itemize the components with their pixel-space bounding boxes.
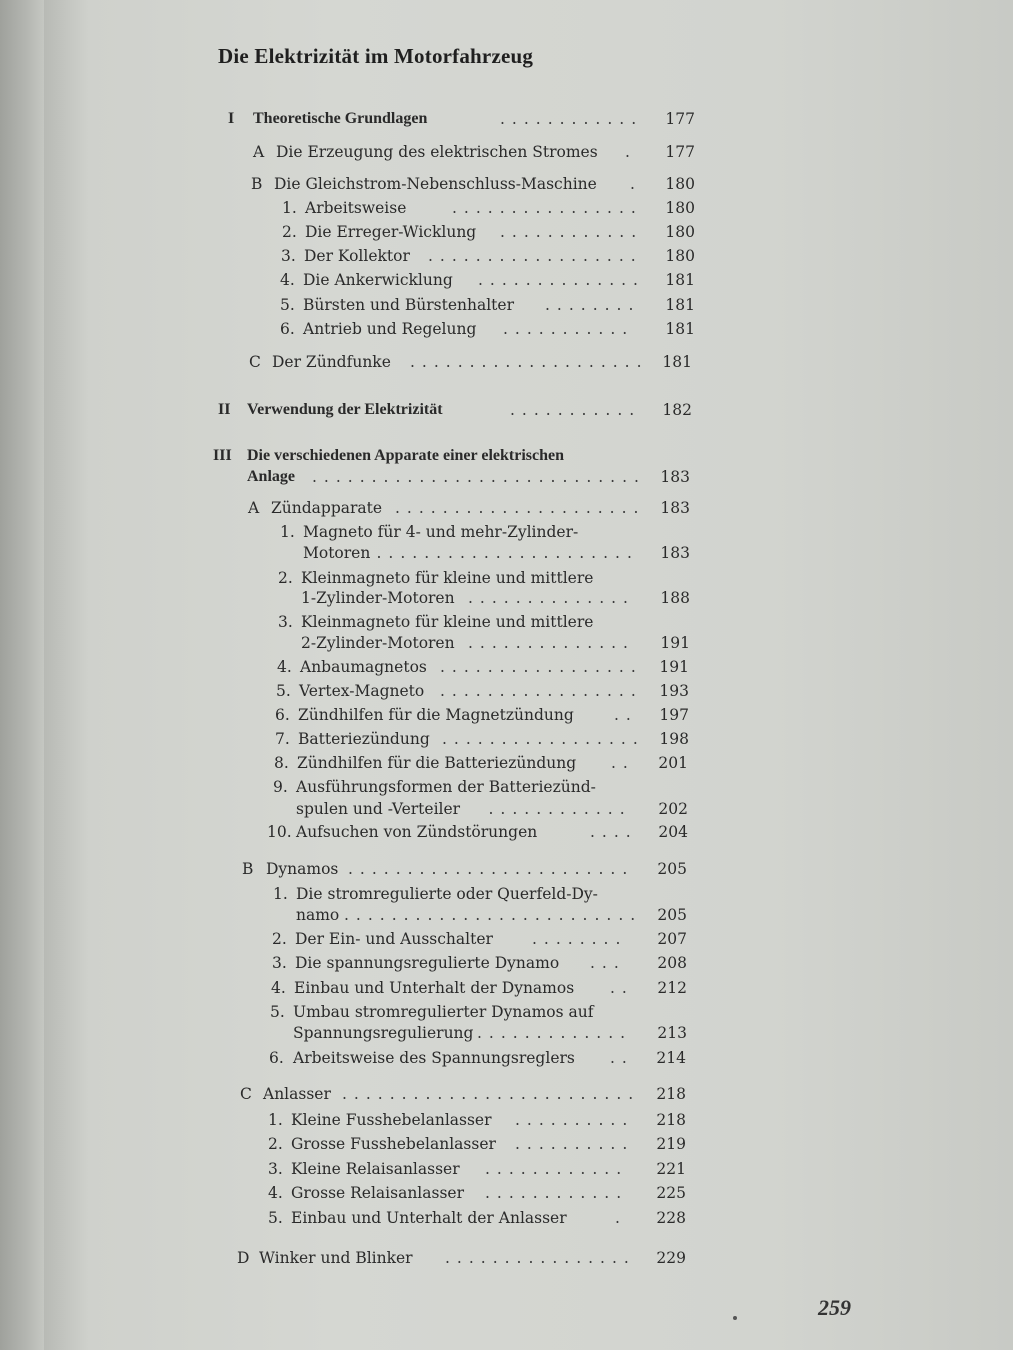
toc-entry-label-continued: Motoren (303, 544, 371, 562)
toc-leader-dots: ........ (545, 296, 641, 314)
toc-entry (0, 350, 1013, 374)
toc-entry-number: 5. (276, 682, 291, 700)
toc-entry-page: 214 (656, 1049, 686, 1067)
toc-entry-label: Arbeitsweise des Spannungsreglers (293, 1049, 575, 1067)
toc-entry (0, 927, 1013, 951)
toc-entry-label: Die verschiedenen Apparate einer elektrischen (247, 447, 564, 464)
toc-leader-dots: ............ (485, 1184, 629, 1202)
toc-entry (0, 882, 1013, 924)
toc-leader-dots: . (630, 175, 642, 193)
toc-leader-dots: ............................ (312, 468, 646, 486)
toc-entry (0, 520, 1013, 562)
toc-leader-dots: .... (590, 823, 638, 841)
toc-entry-number: 1. (280, 523, 295, 541)
toc-entry (0, 1046, 1013, 1070)
toc-entry-number: 2. (268, 1135, 283, 1153)
toc-leader-dots: .............. (478, 271, 645, 289)
toc-entry (0, 1000, 1013, 1042)
toc-leader-dots: ........................ (348, 860, 635, 878)
toc-entry-page: 212 (657, 979, 687, 997)
toc-leader-dots: ...................... (376, 544, 639, 562)
toc-entry (0, 1157, 1013, 1181)
toc-entry-label: Der Ein- und Ausschalter (295, 930, 493, 948)
toc-entry-number: 10. (267, 823, 292, 841)
toc-entry (0, 1206, 1013, 1230)
toc-leader-dots: ... (590, 954, 626, 972)
toc-entry-page: 205 (657, 860, 687, 878)
toc-entry-number: 6. (275, 706, 290, 724)
page-title: Die Elektrizität im Motorfahrzeug (218, 44, 534, 68)
toc-leader-dots: .. (610, 1049, 634, 1067)
toc-entry (0, 857, 1013, 881)
toc-entry-number: III (213, 447, 232, 464)
toc-entry-label: Vertex-Magneto (299, 682, 425, 700)
toc-leader-dots: ................. (442, 730, 645, 748)
toc-entry (0, 566, 1013, 607)
toc-leader-dots: ........... (510, 401, 642, 419)
toc-leader-dots: .. (614, 706, 638, 724)
toc-leader-dots: .. (610, 979, 634, 997)
toc-entry (0, 244, 1013, 268)
toc-entry (0, 1132, 1013, 1156)
toc-entry-label: Ausführungsformen der Batteriezünd- (296, 778, 596, 796)
toc-leader-dots: .......... (515, 1111, 635, 1129)
toc-leader-dots: ............. (477, 1024, 633, 1042)
toc-entry-number: 3. (268, 1160, 283, 1178)
toc-entry-label: Zündapparate (271, 499, 383, 517)
toc-entry-number: A (253, 143, 265, 161)
toc-entry-page: 181 (665, 296, 695, 314)
toc-entry (0, 727, 1013, 751)
toc-entry-number: 3. (272, 954, 287, 972)
toc-entry-label: Aufsuchen von Zündstörungen (296, 823, 538, 841)
toc-entry-label: Grosse Fusshebelanlasser (291, 1135, 496, 1153)
toc-entry-page: 180 (665, 175, 695, 193)
toc-entry-label: Magneto für 4- und mehr-Zylinder- (303, 523, 579, 541)
toc-entry (0, 1108, 1013, 1132)
toc-entry-page: 197 (659, 706, 689, 724)
toc-entry-number: 5. (270, 1003, 285, 1021)
toc-entry-label: Kleinmagneto für kleine und mittlere (301, 569, 594, 587)
toc-entry-page: 202 (658, 800, 688, 818)
toc-entry-label-continued: Spannungsregulierung (293, 1024, 474, 1042)
toc-entry-page: 183 (660, 499, 690, 517)
print-speck (733, 1316, 737, 1320)
toc-entry-page: 181 (665, 271, 695, 289)
toc-entry-number: 3. (278, 613, 293, 631)
toc-entry (0, 679, 1013, 703)
toc-entry-number: 5. (280, 296, 295, 314)
toc-entry-page: 207 (657, 930, 687, 948)
toc-entry-label: Kleine Fusshebelanlasser (291, 1111, 492, 1129)
toc-entry-number: 1. (273, 885, 288, 903)
toc-entry-label-continued: namo (296, 906, 340, 924)
toc-leader-dots: .............. (468, 634, 635, 652)
toc-entry-number: 8. (274, 754, 289, 772)
toc-entry-number: A (248, 499, 260, 517)
toc-entry (0, 172, 1013, 196)
toc-entry-page: 198 (659, 730, 689, 748)
toc-entry-number: D (237, 1249, 250, 1267)
toc-entry (0, 268, 1013, 292)
toc-entry-label: Umbau stromregulierter Dynamos auf (293, 1003, 594, 1021)
toc-entry (0, 655, 1013, 679)
toc-entry-page: 177 (665, 143, 695, 161)
toc-entry-label: Bürsten und Bürstenhalter (303, 296, 514, 314)
toc-entry-page: 201 (658, 754, 688, 772)
toc-entry-number: 3. (281, 247, 296, 265)
toc-entry (0, 398, 1013, 422)
toc-entry-number: II (218, 401, 231, 418)
toc-entry (0, 196, 1013, 220)
toc-entry-number: 4. (271, 979, 286, 997)
toc-entry-page: 218 (656, 1111, 686, 1129)
toc-entry-number: I (228, 110, 235, 127)
toc-entry-page: 228 (656, 1209, 686, 1227)
toc-entry (0, 444, 1013, 486)
toc-entry-number: 6. (269, 1049, 284, 1067)
toc-entry (0, 1246, 1013, 1270)
toc-entry-label: Winker und Blinker (259, 1249, 413, 1267)
toc-entry-number: 4. (268, 1184, 283, 1202)
toc-entry-page: 229 (656, 1249, 686, 1267)
toc-entry-page: 180 (665, 223, 695, 241)
toc-entry-label: Grosse Relaisanlasser (291, 1184, 464, 1202)
toc-entry-page: 225 (656, 1184, 686, 1202)
toc-entry-label: Die Gleichstrom-Nebenschluss-Maschine (274, 175, 597, 193)
toc-entry (0, 317, 1013, 341)
toc-leader-dots: . (615, 1209, 627, 1227)
toc-entry (0, 703, 1013, 727)
toc-entry-number: 2. (282, 223, 297, 241)
toc-entry-page: 193 (659, 682, 689, 700)
toc-leader-dots: ................. (440, 682, 643, 700)
toc-leader-dots: .............. (468, 589, 635, 607)
toc-entry (0, 107, 1013, 131)
toc-entry (0, 293, 1013, 317)
toc-entry-label-continued: 2-Zylinder-Motoren (301, 634, 455, 652)
toc-entry (0, 610, 1013, 652)
toc-entry-label-continued: spulen und -Verteiler (296, 800, 461, 818)
toc-entry-label: Der Zündfunke (272, 353, 391, 371)
toc-entry-label: Zündhilfen für die Magnetzündung (298, 706, 574, 724)
toc-entry-page: 221 (656, 1160, 686, 1178)
toc-entry-label: Dynamos (266, 860, 339, 878)
toc-entry-page: 182 (662, 401, 692, 419)
toc-entry-label: Kleinmagneto für kleine und mittlere (301, 613, 594, 631)
toc-entry (0, 1082, 1013, 1106)
toc-entry (0, 820, 1013, 844)
toc-entry-number: 6. (280, 320, 295, 338)
toc-entry-page: 188 (660, 589, 690, 607)
toc-leader-dots: . (625, 143, 637, 161)
toc-entry-label: Anbaumagnetos (300, 658, 427, 676)
toc-entry-number: B (251, 175, 263, 193)
toc-leader-dots: ........ (532, 930, 628, 948)
toc-entry-page: 191 (660, 634, 690, 652)
toc-leader-dots: ............ (500, 110, 644, 128)
toc-entry-label: Theoretische Grundlagen (253, 110, 428, 127)
toc-leader-dots: ................ (445, 1249, 636, 1267)
page-number: 259 (818, 1295, 851, 1320)
toc-leader-dots: ..................... (395, 499, 646, 517)
toc-entry (0, 951, 1013, 975)
toc-entry-page: 177 (665, 110, 695, 128)
toc-leader-dots: ................. (440, 658, 643, 676)
toc-entry-label: Einbau und Unterhalt der Dynamos (294, 979, 575, 997)
toc-leader-dots: .. (611, 754, 635, 772)
toc-entry-number: B (242, 860, 254, 878)
toc-entry-number: C (240, 1085, 252, 1103)
toc-entry-number: 1. (268, 1111, 283, 1129)
toc-entry-label: Kleine Relaisanlasser (291, 1160, 460, 1178)
toc-entry-page: 180 (665, 199, 695, 217)
toc-entry-number: 4. (277, 658, 292, 676)
toc-entry-label: Anlasser (263, 1085, 331, 1103)
toc-leader-dots: ............ (488, 800, 632, 818)
toc-entry-number: C (249, 353, 261, 371)
toc-entry-page: 218 (656, 1085, 686, 1103)
toc-entry-number: 1. (282, 199, 297, 217)
toc-entry-label: Batteriezündung (298, 730, 430, 748)
toc-entry-label-continued: 1-Zylinder-Motoren (301, 589, 455, 607)
toc-entry-page: 204 (658, 823, 688, 841)
toc-entry (0, 496, 1013, 520)
toc-leader-dots: ................ (452, 199, 643, 217)
toc-leader-dots: .................... (410, 353, 649, 371)
toc-entry-page: 205 (657, 906, 687, 924)
toc-entry-label: Verwendung der Elektrizität (247, 401, 443, 418)
toc-entry-label: Arbeitsweise (305, 199, 407, 217)
toc-leader-dots: ......................... (344, 906, 643, 924)
toc-entry-number: 4. (280, 271, 295, 289)
toc-entry (0, 220, 1013, 244)
toc-entry-page: 181 (665, 320, 695, 338)
toc-entry (0, 751, 1013, 775)
toc-entry-label: Die Erzeugung des elektrischen Stromes (276, 143, 598, 161)
toc-entry-number: 7. (275, 730, 290, 748)
toc-entry-label: Antrieb und Regelung (303, 320, 477, 338)
toc-entry-page: 213 (657, 1024, 687, 1042)
toc-entry-label: Die Erreger-Wicklung (305, 223, 477, 241)
toc-entry (0, 775, 1013, 818)
toc-entry-number: 9. (273, 778, 288, 796)
toc-entry-number: 2. (278, 569, 293, 587)
toc-entry (0, 1181, 1013, 1205)
toc-entry-label: Zündhilfen für die Batteriezündung (297, 754, 577, 772)
toc-entry-page: 180 (665, 247, 695, 265)
toc-leader-dots: ............ (485, 1160, 629, 1178)
toc-entry-label-continued: Anlage (247, 468, 295, 485)
toc-entry (0, 140, 1013, 164)
toc-entry-label: Die spannungsregulierte Dynamo (295, 954, 560, 972)
toc-entry-label: Die Ankerwicklung (303, 271, 453, 289)
toc-entry-page: 181 (662, 353, 692, 371)
toc-entry-page: 183 (660, 468, 690, 486)
toc-entry-page: 183 (660, 544, 690, 562)
toc-entry-page: 219 (656, 1135, 686, 1153)
toc-leader-dots: ......................... (342, 1085, 641, 1103)
toc-entry-label: Der Kollektor (304, 247, 410, 265)
toc-entry-label: Einbau und Unterhalt der Anlasser (291, 1209, 567, 1227)
toc-entry-page: 208 (657, 954, 687, 972)
toc-entry (0, 976, 1013, 1000)
toc-leader-dots: .................. (428, 247, 643, 265)
toc-entry-page: 191 (659, 658, 689, 676)
toc-leader-dots: ........... (503, 320, 635, 338)
toc-leader-dots: .......... (515, 1135, 635, 1153)
toc-entry-label: Die stromregulierte oder Querfeld-Dy- (296, 885, 598, 903)
toc-entry-number: 5. (268, 1209, 283, 1227)
toc-entry-number: 2. (272, 930, 287, 948)
toc-leader-dots: ............ (500, 223, 644, 241)
